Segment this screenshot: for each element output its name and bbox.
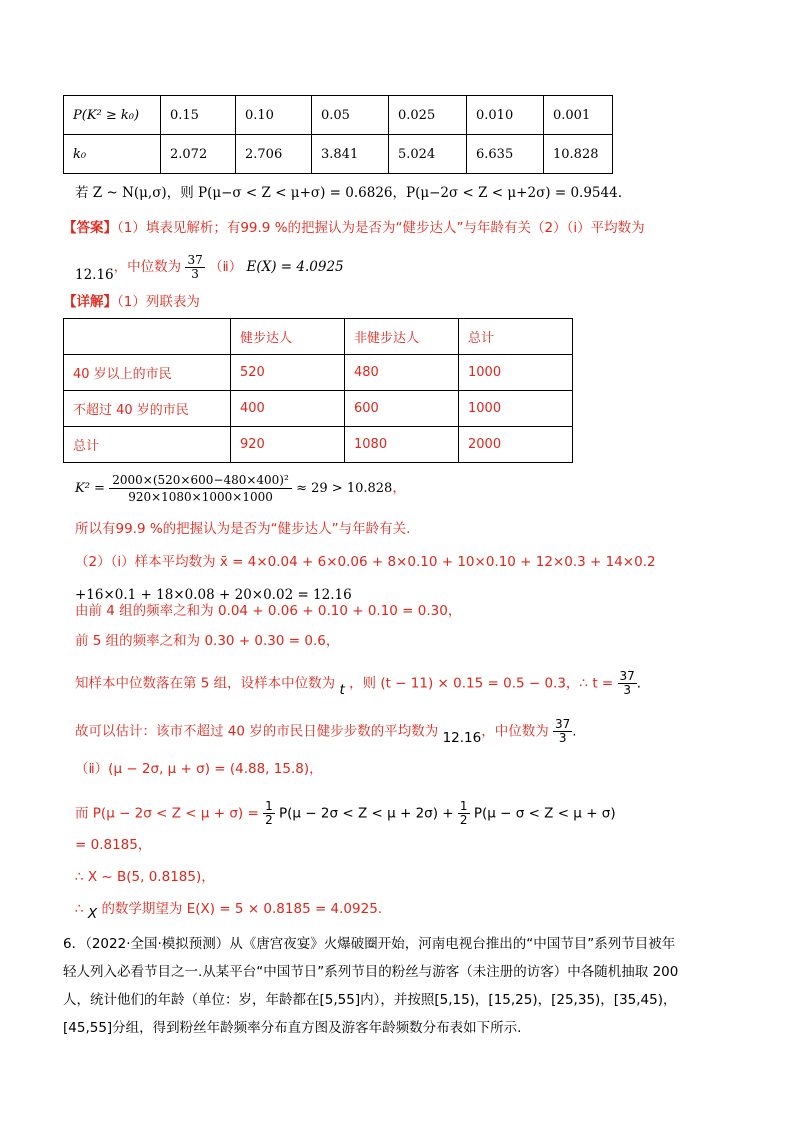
table-cell: 总计	[64, 427, 231, 463]
table-cell: 健步达人	[231, 319, 345, 355]
normal-distribution-note: 若 Z ~ N(μ,σ)，则 P(μ−σ < Z < μ+σ) = 0.6826，P(μ−2σ < Z < μ+2σ) = 0.9544.	[75, 185, 622, 201]
answer-line: 【答案】（1）填表见解析；有99.9 %的把握认为是否为“健步达人”与年龄有关（2）（ⅰ）平均数为	[63, 220, 645, 236]
median-fraction: $\frac{37}{3}$	[187, 253, 203, 281]
estimate-line: 故可以估计：该市不超过 40 岁的市民日健步步数的平均数为 12.16，中位数为 $\frac{37}{3}$ .	[75, 717, 577, 746]
table-cell: 0.001	[544, 96, 613, 135]
first5-line: 前 5 组的频率之和为 0.30 + 0.30 = 0.6，	[75, 633, 340, 649]
table-cell: 0.15	[161, 96, 236, 135]
table-cell: 40 岁以上的市民	[64, 355, 231, 391]
mean-line-2: +16×0.1 + 18×0.08 + 20×0.02 = 12.16	[75, 587, 352, 603]
table-row	[64, 319, 573, 355]
median-line: 知样本中位数落在第 5 组，设样本中位数为 t ，则 (t − 11) × 0.15 = 0.5 − 0.3，∴ t = $\frac{37}{3}$ .	[75, 669, 642, 698]
table-cell: 5.024	[389, 135, 467, 174]
probability-value: = 0.8185，	[75, 837, 152, 853]
table-cell: 非健步达人	[345, 319, 459, 355]
table-row	[64, 96, 613, 135]
table-cell: 520	[231, 355, 345, 391]
table-cell: 1080	[345, 427, 459, 463]
interval-line: （ⅱ）(μ − 2σ, μ + σ) = (4.88, 15.8)，	[75, 761, 323, 777]
table-cell: 1000	[459, 391, 573, 427]
table-cell: 2000	[459, 427, 573, 463]
mean-line-1: （2）（ⅰ）样本平均数为 x̄ = 4×0.04 + 6×0.06 + 8×0.10 + 10×0.10 + 12×0.3 + 14×0.2	[75, 554, 656, 570]
k2-formula: K² = $\frac{\text{2000×(520×600−480×400)²}}{920\times 1080\times 1000\times 1000}$ ≈ 29 > 10.828，	[75, 473, 406, 504]
contingency-table	[63, 318, 573, 463]
table-cell: k₀	[64, 135, 161, 174]
probability-line: 而 P(μ − 2σ < Z < μ + σ) = $\frac{1}{2}$ P(μ − 2σ < Z < μ + 2σ) + $\frac{1}{2}$ P(μ − σ < Z < μ + σ)	[75, 799, 616, 827]
conclusion-line: 所以有99.9 %的把握认为是否为“健步达人”与年龄有关.	[75, 521, 411, 537]
table-cell	[64, 319, 231, 355]
table-cell: 1000	[459, 355, 573, 391]
table-row	[64, 391, 573, 427]
table-cell: 0.10	[236, 96, 312, 135]
table-row	[64, 135, 613, 174]
table-cell: P(K² ≥ k₀)	[64, 96, 161, 135]
table-cell: 920	[231, 427, 345, 463]
table-row	[64, 355, 573, 391]
question-6-line-1: 6．（2022·全国·模拟预测）从《唐宫夜宴》火爆破圈开始，河南电视台推出的“中国节目”系列节目被年	[63, 936, 676, 952]
table-cell: 400	[231, 391, 345, 427]
table-row	[64, 427, 573, 463]
table-cell: 600	[345, 391, 459, 427]
question-6-line-4: [45,55]分组，得到粉丝年龄频率分布直方图及游客年龄频数分布表如下所示.	[63, 1020, 522, 1036]
table-cell: 2.072	[161, 135, 236, 174]
question-6-line-3: 人，统计他们的年龄（单位：岁，年龄都在[5,55]内），并按照[5,15)，[15,25)，[25,35)，[35,45)，	[63, 992, 677, 1008]
first4-line: 由前 4 组的频率之和为 0.04 + 0.06 + 0.10 + 0.10 = 0.30，	[75, 603, 462, 619]
binomial-line: ∴ X ~ B(5, 0.8185)，	[75, 869, 215, 885]
table-cell: 2.706	[236, 135, 312, 174]
table-cell: 0.025	[389, 96, 467, 135]
table-cell: 3.841	[312, 135, 389, 174]
question-6-line-2: 轻人列入必看节目之一.从某平台“中国节日”系列节目的粉丝与游客（未注册的访客）中各随机抽取 200	[63, 964, 679, 980]
table-cell: 总计	[459, 319, 573, 355]
expectation-line: ∴ X 的数学期望为 E(X) = 5 × 0.8185 = 4.0925.	[75, 901, 383, 922]
answer-label: 【答案】	[63, 220, 117, 236]
table-cell: 6.635	[467, 135, 544, 174]
table-cell: 10.828	[544, 135, 613, 174]
table-cell: 不超过 40 岁的市民	[64, 391, 231, 427]
answer-line-2: 12.16，中位数为 $\frac{37}{3}$ （ⅱ） E(X) = 4.0925	[75, 253, 344, 283]
table-cell: 0.010	[467, 96, 544, 135]
detail-label: 【详解】	[63, 294, 117, 310]
detail-line: 【详解】（1）列联表为	[63, 294, 200, 310]
table-cell: 480	[345, 355, 459, 391]
critical-value-table	[63, 95, 613, 174]
table-cell: 0.05	[312, 96, 389, 135]
